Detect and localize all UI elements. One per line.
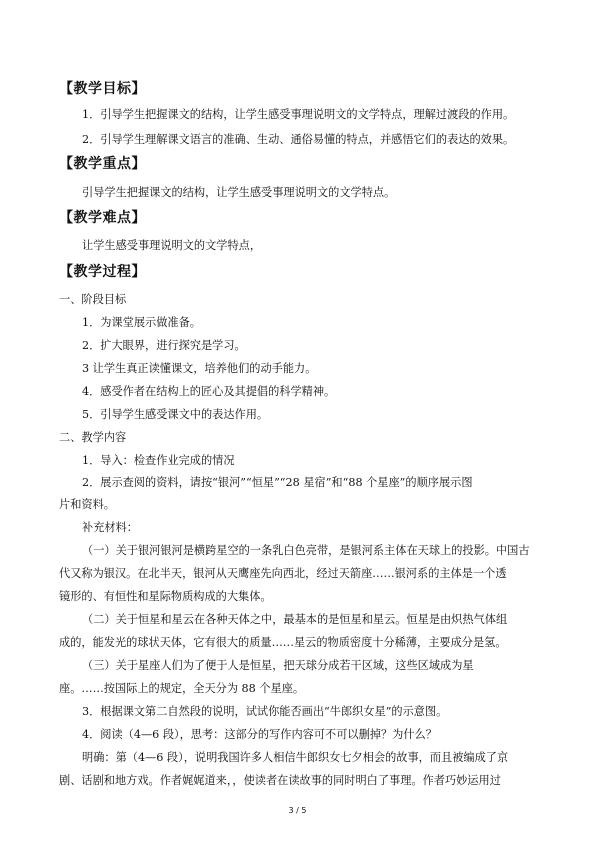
supplement-3-line1: （三）关于星座人们为了便于人是恒星，把天球分成若干区域，这些区域成为星: [82, 659, 474, 672]
process-part2-item-1: 1．导入：检查作业完成的情况: [82, 454, 235, 467]
supplement-1-line1: （一）关于银河银河是横跨星空的一条乳白色亮带，是银河系主体在天球上的投影。中国古: [82, 544, 530, 557]
supplement-1-line2: 代又称为银汉。在北半天，银河从天鹰座先向西北，经过天箭座……银河系的主体是一个透: [59, 567, 507, 580]
section-heading-difficulties: 【教学难点】: [59, 210, 146, 226]
goal-item-2: 2．引导学生理解课文语言的准确、生动、通俗易懂的特点，并感悟它们的表达的效果。: [82, 133, 515, 146]
clarify-line2: 剧、话剧和地方戏。作者娓娓道来，，使读者在读故事的同时明白了事理。作者巧妙运用过: [59, 774, 501, 787]
page-number: 3 / 5: [288, 806, 307, 815]
process-part1-title: 一、阶段目标: [59, 293, 127, 306]
supplement-3-line2: 座。……按国际上的规定，全天分为 88 个星座。: [59, 682, 305, 695]
process-part1-item-3: 3 让学生真正读懂课文，培养他们的动手能力。: [82, 362, 317, 375]
process-part2-item-2-line1: 2．展示查阅的资料，请按“银河”“恒星”“28 星宿”和“88 个星座”的顺序展示图: [82, 476, 473, 489]
process-part2-item-2-line2: 片和资料。: [59, 498, 115, 511]
section-heading-goals: 【教学目标】: [59, 81, 146, 97]
process-part1-item-1: 1．为课堂展示做准备。: [82, 316, 201, 329]
section-heading-key-points: 【教学重点】: [59, 156, 146, 172]
supplement-title: 补充材料：: [82, 521, 138, 534]
key-points-text: 引导学生把握课文的结构，让学生感受事理说明文的文学特点。: [82, 186, 396, 199]
clarify-line1: 明确：第（4—6 段），说明我国许多人相信牛郎织女七夕相会的故事，而且被编成了京: [82, 751, 509, 764]
process-part1-item-5: 5．引导学生感受课文中的表达作用。: [82, 408, 269, 421]
process-part1-item-2: 2．扩大眼界，进行探究是学习。: [82, 339, 246, 352]
process-part2-title: 二、教学内容: [59, 431, 127, 444]
difficulties-text: 让学生感受事理说明文的文学特点，: [82, 239, 262, 252]
goal-item-1: 1．引导学生把握课文的结构，让学生感受事理说明文的文学特点，理解过渡段的作用。: [82, 108, 515, 121]
supplement-1-line3: 镜形的、有恒性和星际物质构成的大集体。: [59, 590, 272, 603]
section-heading-process: 【教学过程】: [59, 264, 146, 280]
process-part2-item-4: 4．阅读（4—6 段），思考：这部分的写作内容可不可以删掉？为什么？: [82, 728, 437, 741]
process-part1-item-4: 4．感受作者在结构上的匠心及其提倡的科学精神。: [82, 385, 336, 398]
supplement-2-line2: 成的，能发光的球状天体，它有很大的质量……星云的物质密度十分稀薄，主要成分是氢。: [59, 636, 507, 649]
supplement-2-line1: （二）关于恒星和星云在各种天体之中，最基本的是恒星和星云。恒星是由炽热气体组: [82, 613, 508, 626]
process-part2-item-3: 3．根据课文第二自然段的说明，试试你能否画出“牛郎织女星”的示意图。: [82, 705, 448, 718]
